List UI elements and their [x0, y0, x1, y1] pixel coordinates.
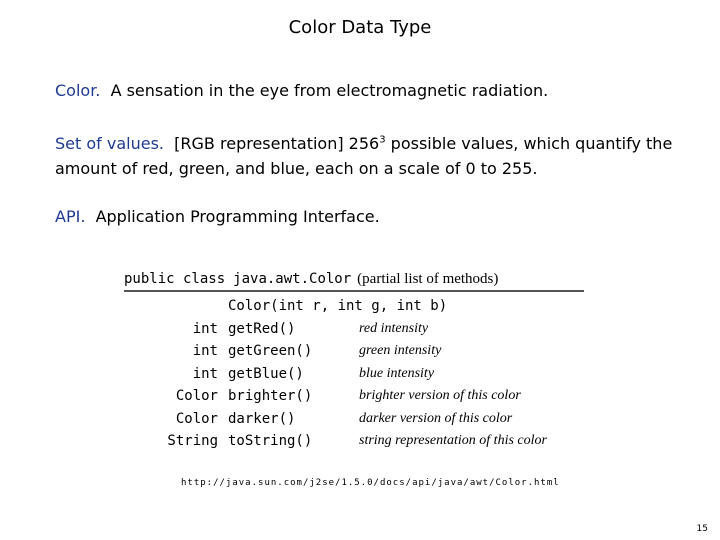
api-description: red intensity [359, 320, 429, 336]
api-return-type: int [192, 343, 218, 360]
api-description: string representation of this color [359, 433, 547, 449]
api-description: Application Programming Interface. [95, 207, 380, 226]
api-method: darker() [228, 410, 296, 427]
api-method: getGreen() [228, 343, 313, 360]
api-table-header [124, 268, 584, 292]
api-return-type: int [192, 365, 218, 382]
api-table [124, 268, 584, 453]
api-constructor: Color(int r, int g, int b) [228, 298, 448, 315]
api-row [124, 363, 584, 386]
color-definition [55, 78, 695, 103]
api-row [124, 408, 584, 431]
api-return-type: int [192, 320, 218, 337]
api-row [124, 430, 584, 453]
api-constructor-row [124, 295, 584, 318]
api-row [124, 340, 584, 363]
api-docs-link[interactable]: http://java.sun.com/j2se/1.5.0/docs/api/java/awt/Color.html [181, 478, 560, 488]
page-number: 15 [696, 524, 708, 534]
slide-title: Color Data Type [288, 17, 432, 38]
values-superscript: 3 [379, 134, 386, 146]
values-text-before: [RGB representation] 256 [174, 134, 380, 153]
api-description: brighter version of this color [359, 388, 521, 404]
api-method: toString() [228, 433, 313, 450]
api-header-class: java.awt.Color [233, 271, 352, 287]
api-return-type: Color [175, 388, 218, 405]
api-header-note: (partial list of methods) [357, 270, 499, 287]
api-term: API. [55, 207, 86, 226]
api-row [124, 385, 584, 408]
api-definition [55, 204, 695, 229]
api-header-keyword: public class [124, 271, 226, 287]
api-method: getRed() [228, 320, 296, 337]
color-term: Color. [55, 81, 101, 100]
api-row [124, 318, 584, 341]
values-text-after: possible values, which quantify the amount of red, green, and blue, each on a scale of 0 to 255. [55, 134, 673, 178]
values-term: Set of values. [55, 134, 164, 153]
api-return-type: Color [175, 410, 218, 427]
api-method: brighter() [228, 388, 313, 405]
api-description: blue intensity [359, 365, 435, 381]
api-method: getBlue() [228, 365, 304, 382]
api-description: darker version of this color [359, 410, 513, 426]
api-table-rows [124, 292, 584, 453]
api-return-type: String [167, 433, 218, 450]
values-definition [55, 131, 695, 181]
color-description: A sensation in the eye from electromagnetic radiation. [110, 81, 549, 100]
api-description: green intensity [359, 343, 442, 359]
